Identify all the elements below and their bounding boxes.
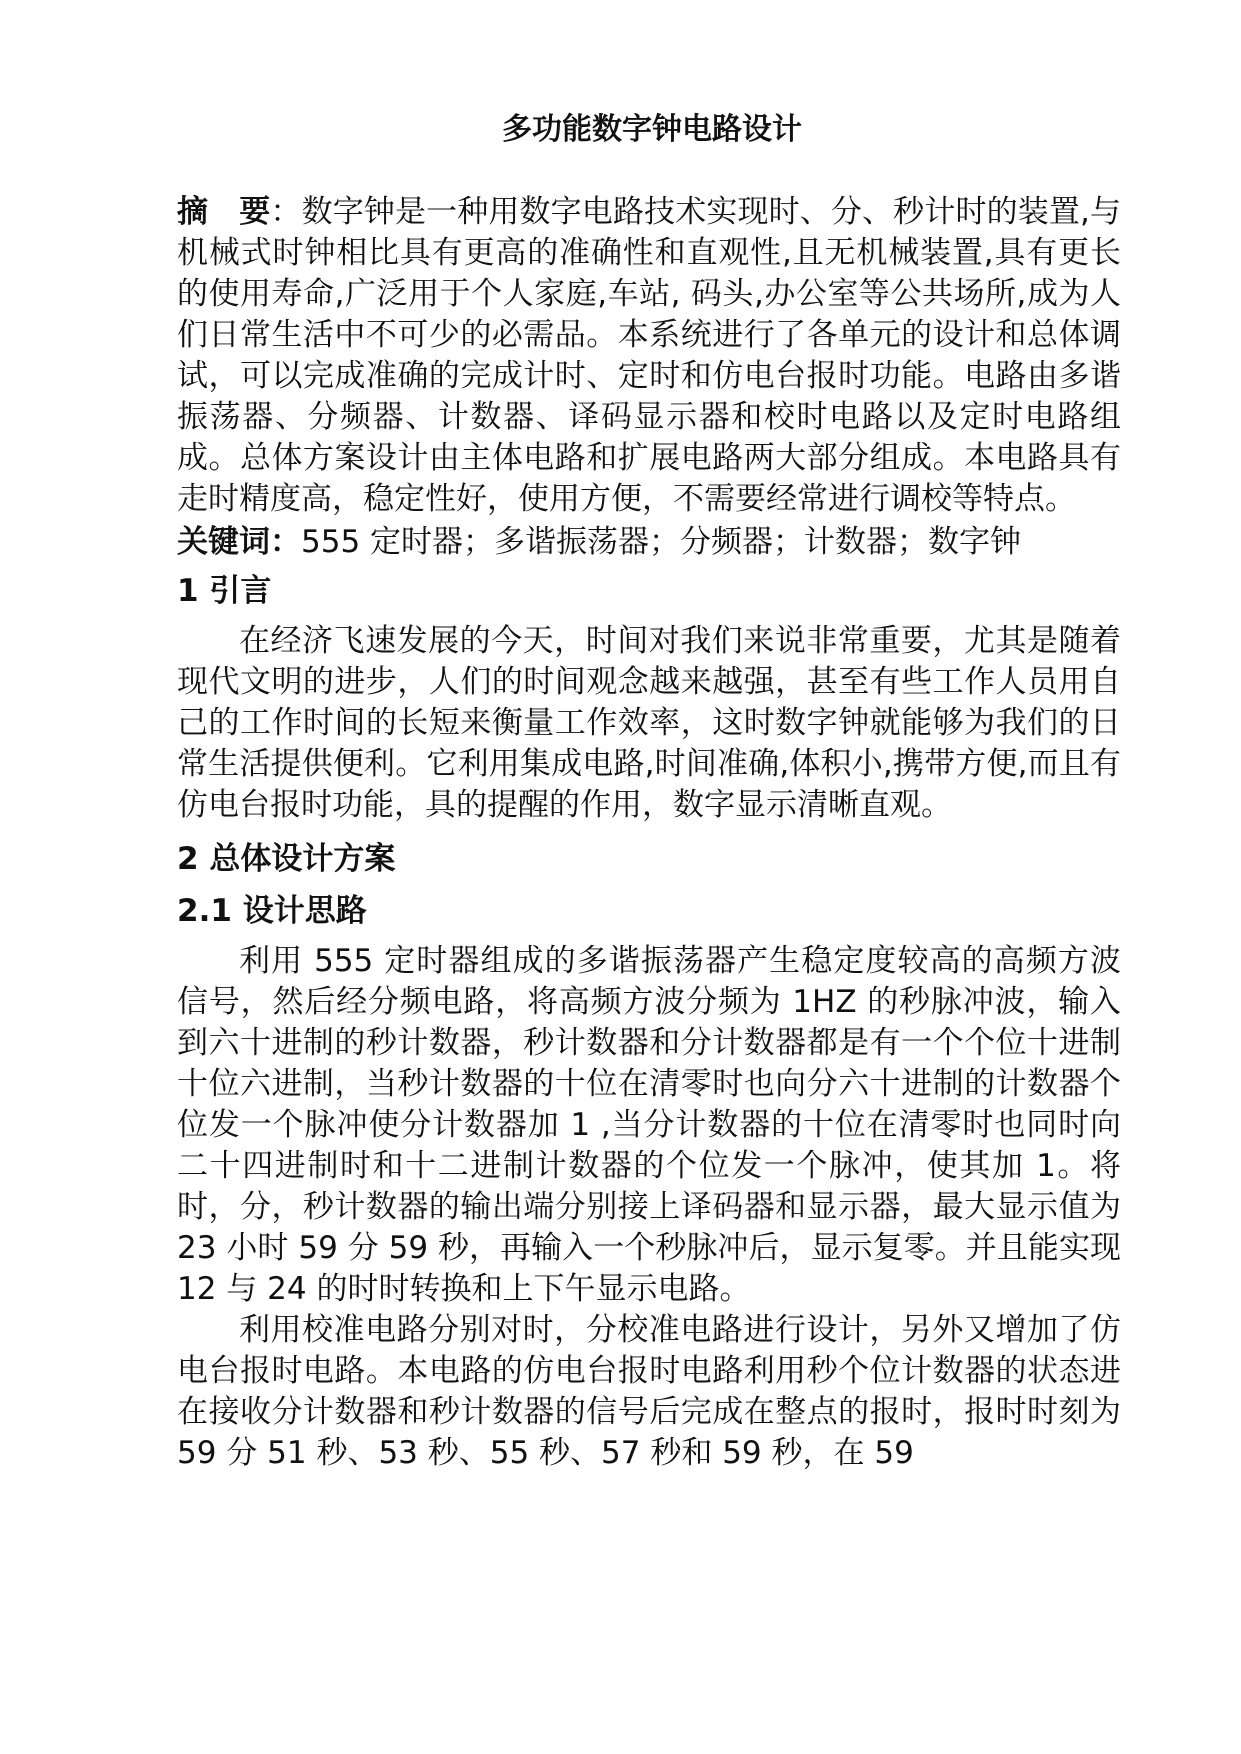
keywords-label: 关键词：	[177, 524, 301, 560]
keywords	[177, 522, 1121, 563]
abstract	[177, 192, 1121, 520]
document-title: 多功能数字钟电路设计	[502, 112, 802, 147]
abstract-text: 数字钟是一种用数字电路技术实现时、分、秒计时的装置,与机械式时钟相比具有更高的准确性和直观性,且无机械装置,具有更长的使用寿命,广泛用于个人家庭,车站, 码头,办公室等公共场所,成为人们日常生活中不可少的必需品。本系统进行了各单元的设计和总体调试，可以完成准确的完成计时、定时和仿电台报时功能。电路由多谐振荡器、分频器、计数器、译码显示器和校时电路以及定时电路组成。总体方案设计由主体电路和扩展电路两大部分组成。本电路具有走时精度高，稳定性好，使用方便，不需要经常进行调校等特点。	[177, 194, 1122, 517]
section-heading-intro: 1 引言	[177, 573, 272, 609]
document-page	[177, 108, 1121, 1474]
keywords-text: 555 定时器；多谐振荡器；分频器；计数器；数字钟	[301, 524, 1022, 560]
abstract-separator: ：	[270, 194, 302, 230]
intro-paragraph: 在经济飞速发展的今天，时间对我们来说非常重要，尤其是随着现代文明的进步，人们的时间观念越来越强，甚至有些工作人员用自己的工作时间的长短来衡量工作效率，这时数字钟就能够为我们的日常生活提供便利。它利用集成电路,时间准确,体积小,携带方便,而且有仿电台报时功能，具的提醒的作用，数字显示清晰直观。	[177, 623, 1121, 823]
abstract-label: 摘 要	[177, 194, 271, 230]
idea-paragraph-2: 利用校准电路分别对时，分校准电路进行设计，另外又增加了仿电台报时电路。本电路的仿电台报时电路利用秒个位计数器的状态进在接收分计数器和秒计数器的信号后完成在整点的报时，报时时刻为 59 分 51 秒、53 秒、55 秒、57 秒和 59 秒，在 59	[177, 1312, 1121, 1471]
section-heading-design: 2 总体设计方案	[177, 841, 396, 877]
idea-paragraph-1: 利用 555 定时器组成的多谐振荡器产生稳定度较高的高频方波信号，然后经分频电路，将高频方波分频为 1HZ 的秒脉冲波，输入到六十进制的秒计数器，秒计数器和分计数器都是有一个个位十进制十位六进制，当秒计数器的十位在清零时也向分六十进制的计数器个位发一个脉冲使分计数器加 1 ,当分计数器的十位在清零时也同时向二十四进制时和十二进制计数器的个位发一个脉冲，使其加 1。将时，分，秒计数器的输出端分别接上译码器和显示器，最大显示值为 23 小时 59 分 59 秒，再输入一个秒脉冲后，显示复零。并且能实现 12 与 24 的时时转换和上下午显示电路。	[177, 943, 1121, 1307]
subsection-heading-idea: 2.1 设计思路	[177, 893, 367, 929]
